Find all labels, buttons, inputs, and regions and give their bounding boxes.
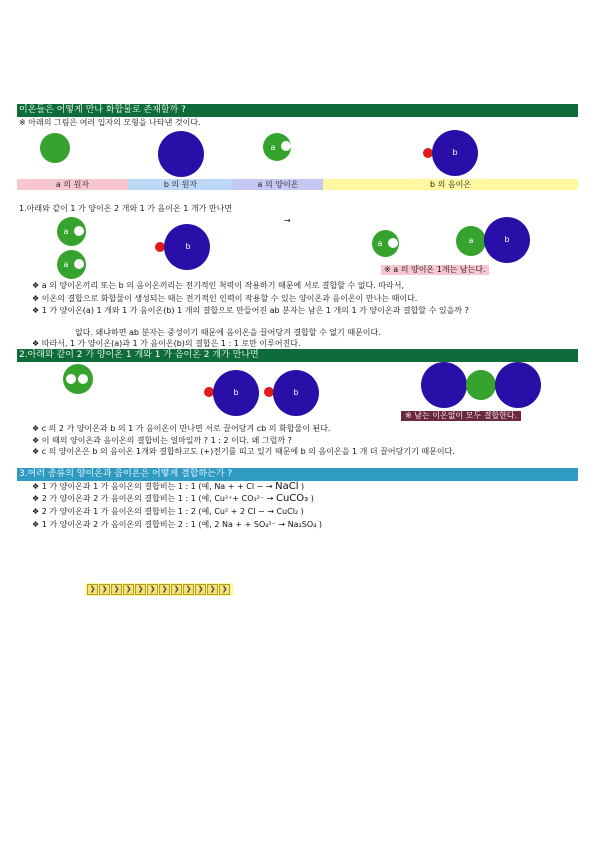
cation-charge-2 xyxy=(78,374,88,384)
ratio-row-2 xyxy=(32,494,314,504)
a-cation-remaining-label: a xyxy=(377,239,383,248)
ab-cation-label: a xyxy=(468,236,474,245)
ratio-row-1-end: ) xyxy=(298,482,305,491)
ratio-row-3-formula: CuCl₂ xyxy=(276,507,299,516)
case1-heading: 1.아래와 같이 1 가 양이온 2 개와 1 가 음이온 1 개가 만나면 xyxy=(19,204,233,213)
cation-charge xyxy=(388,238,398,248)
section3-title: 3.여러 종류의 양이온과 음이온은 어떻게 결합하는가 ? xyxy=(17,468,578,481)
case2-bullet-2: ❖ 이 때의 양이온과 음이온의 결합비는 얼마일까 ? 1 : 2 이다. 왜 그럴까 ? xyxy=(32,436,292,445)
case2-bullet-3: ❖ c 의 양이온은 b 의 음이온 1개와 결합하고도 (+)전기를 띠고 있기 때문에 b 의 음이온을 1 개 더 끌어당기기 때문이다. xyxy=(32,447,455,456)
nav-icon[interactable]: ❯ xyxy=(183,584,194,595)
b-anion-label: b xyxy=(185,242,191,251)
legend-a-atom: a 의 원자 xyxy=(17,179,128,190)
case1-bullet-4: ❖ 따라서, 1 가 양이온(a)과 1 가 음이온(b)의 결합은 1 : 1 로만 이루어진다. xyxy=(32,339,301,348)
a-cation-2-label: a xyxy=(63,260,69,269)
nav-icon[interactable]: ❯ xyxy=(99,584,110,595)
cb-anion-1 xyxy=(421,362,467,408)
cation-charge-1 xyxy=(66,374,76,384)
nav-icon-strip[interactable] xyxy=(85,583,233,596)
nav-icon[interactable]: ❯ xyxy=(147,584,158,595)
b-atom xyxy=(158,131,204,177)
section1-title: 이온들은 어떻게 만나 화합물로 존재할까 ? xyxy=(17,104,578,117)
ab-anion-label: b xyxy=(504,235,510,244)
case1-bullet-1: ❖ a 의 양이온끼리 또는 b 의 음이온끼리는 전기적인 척력이 작용하기 때문에 서로 결합할 수 없다. 따라서, xyxy=(32,281,405,290)
case1-bullet-3: ❖ 1 가 양이온(a) 1 개와 1 가 음이온(b) 1 개의 결합으로 만들어진 ab 분자는 남은 1 개의 1 가 양이온과 결합할 수 있을까 ? xyxy=(32,306,469,315)
nav-icon[interactable]: ❯ xyxy=(111,584,122,595)
ratio-row-3-end: ) xyxy=(298,507,304,516)
nav-icon[interactable]: ❯ xyxy=(135,584,146,595)
legend-b-anion: b 의 음이온 xyxy=(323,179,578,190)
case2-heading: 2.아래와 같이 2 가 양이온 1 개와 1 가 음이온 2 개가 만나면 xyxy=(17,349,578,362)
ratio-row-1-formula: NaCl xyxy=(275,481,299,492)
ratio-row-4-text: ❖ 1 가 양이온과 2 가 음이온의 결합비는 2 : 1 (예, 2 Na + + SO₄²⁻ → xyxy=(32,520,286,529)
case1-bullet-2: ❖ 이온의 결합으로 화합물이 생성되는 때는 전기적인 인력이 작용할 수 있는 양이온과 음이온이 만나는 때이다. xyxy=(32,294,418,303)
ratio-row-1 xyxy=(32,482,304,492)
nav-icon[interactable]: ❯ xyxy=(171,584,182,595)
nav-icon[interactable]: ❯ xyxy=(159,584,170,595)
case1-arrow: → xyxy=(284,216,291,225)
case1-answer: 없다. 왜냐하면 ab 분자는 중성이기 때문에 음이온을 끌어당겨 결합할 수 없기 때문이다. xyxy=(75,328,381,337)
b-anion-1-label: b xyxy=(233,388,239,397)
cation-charge xyxy=(74,226,84,236)
ratio-row-2-end: ) xyxy=(308,494,314,503)
ratio-row-1-text: ❖ 1 가 양이온과 1 가 음이온의 결합비는 1 : 1 (예, Na + + Cl − → xyxy=(32,482,273,491)
nav-icon[interactable]: ❯ xyxy=(123,584,134,595)
intro-text: ※ 아래의 그림은 여러 입자의 모형을 나타낸 것이다. xyxy=(19,118,201,127)
nav-icon[interactable]: ❯ xyxy=(207,584,218,595)
ratio-row-4 xyxy=(32,520,322,530)
ratio-row-4-end: ) xyxy=(316,520,323,529)
nav-icon[interactable]: ❯ xyxy=(195,584,206,595)
cb-cation xyxy=(466,370,496,400)
ratio-row-4-formula: Na₂SO₄ xyxy=(287,520,317,529)
case2-note: ※ 남는 이온없이 모두 결합한다. xyxy=(401,411,521,421)
nav-icon[interactable]: ❯ xyxy=(219,584,230,595)
cb-anion-2 xyxy=(495,362,541,408)
nav-icon[interactable]: ❯ xyxy=(87,584,98,595)
b-anion-2-label: b xyxy=(293,388,299,397)
ratio-row-3-text: ❖ 2 가 양이온과 1 가 음이온의 결합비는 1 : 2 (예, Cu² + 2 Cl − → xyxy=(32,507,274,516)
legend-a-cation: a 의 양이온 xyxy=(233,179,323,190)
a-cation-label: a xyxy=(270,143,276,152)
ratio-row-2-formula: CuCO₃ xyxy=(275,493,309,504)
a-atom xyxy=(40,133,70,163)
cation-charge xyxy=(74,259,84,269)
ratio-row-3 xyxy=(32,507,304,517)
b-anion-label: b xyxy=(452,148,458,157)
legend-b-atom: b 의 원자 xyxy=(128,179,233,190)
case1-note: ※ a 의 양이온 1개는 남는다. xyxy=(381,265,489,275)
case2-bullet-1: ❖ c 의 2 가 양이온과 b 의 1 가 음이온이 만나면 서로 끌어당겨 cb 의 화합물이 된다. xyxy=(32,424,331,433)
cation-charge xyxy=(281,141,291,151)
a-cation-1-label: a xyxy=(63,227,69,236)
ratio-row-2-text: ❖ 2 가 양이온과 2 가 음이온의 결합비는 1 : 1 (예, Cu²⁺+ CO₃²⁻ → xyxy=(32,494,274,503)
